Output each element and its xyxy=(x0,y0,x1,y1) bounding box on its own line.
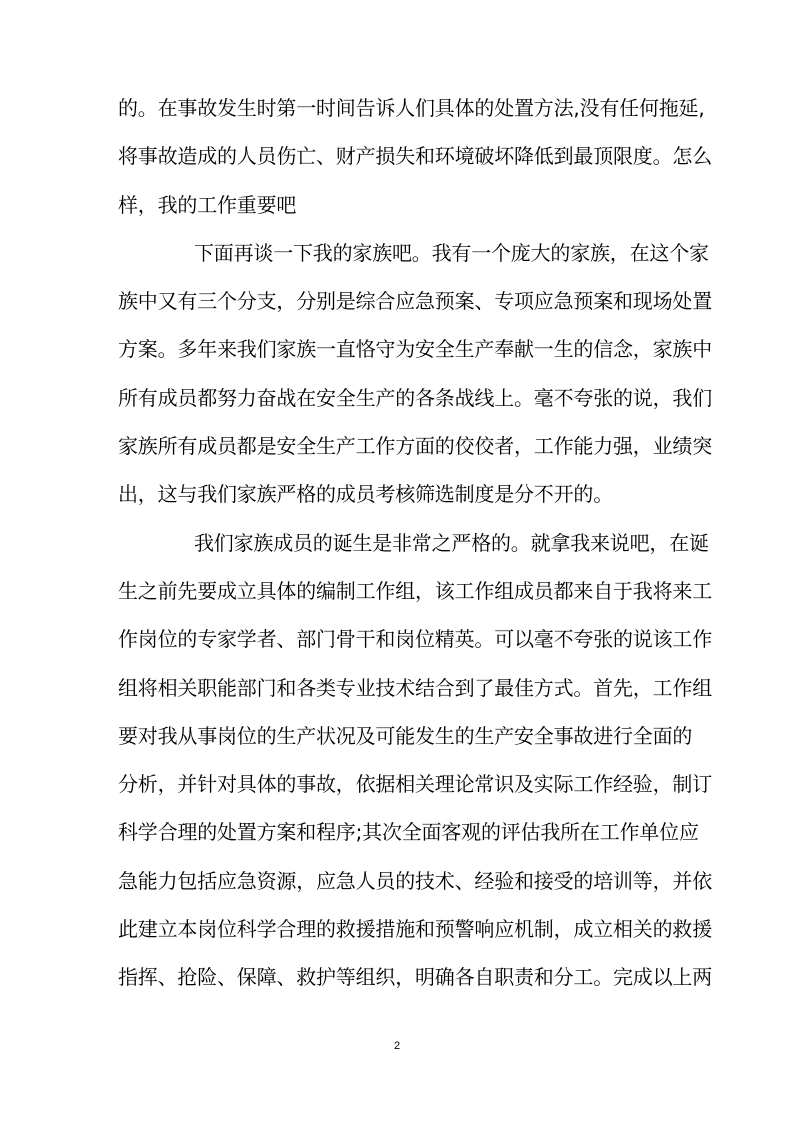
text-line: 要对我从事岗位的生产状况及可能发生的生产安全事故进行全面的 xyxy=(118,723,693,748)
text-line: 作岗位的专家学者、部门骨干和岗位精英。可以毫不夸张的说该工作 xyxy=(118,627,712,652)
body-text xyxy=(118,84,712,1002)
text-line: 此建立本岗位科学合理的救援措施和预警响应机制，成立相关的救援 xyxy=(118,917,712,942)
text-line: 下面再谈一下我的家族吧。我有一个庞大的家族，在这个家 xyxy=(194,240,709,265)
text-line: 家族所有成员都是安全生产工作方面的佼佼者，工作能力强，业绩突 xyxy=(118,434,712,459)
text-line: 急能力包括应急资源，应急人员的技术、经验和接受的培训等，并依 xyxy=(118,868,712,893)
text-line: 我们家族成员的诞生是非常之严格的。就拿我来说吧，在诞 xyxy=(194,530,709,555)
text-line: 组将相关职能部门和各类专业技术结合到了最佳方式。首先，工作组 xyxy=(118,675,712,700)
text-line: 将事故造成的人员伤亡、财产损失和环境破坏降低到最顶限度。怎么 xyxy=(118,144,712,169)
text-line: 科学合理的处置方案和程序;其次全面客观的评估我所在工作单位应 xyxy=(118,820,699,845)
text-line: 的。在事故发生时第一时间告诉人们具体的处置方法,没有任何拖延, xyxy=(118,96,705,120)
page-number: 2 xyxy=(393,1040,401,1052)
text-line: 族中又有三个分支，分别是综合应急预案、专项应急预案和现场处置 xyxy=(118,289,712,314)
text-line: 生之前先要成立具体的编制工作组，该工作组成员都来自于我将来工 xyxy=(118,578,712,603)
text-line: 所有成员都努力奋战在安全生产的各条战线上。毫不夸张的说，我们 xyxy=(118,385,712,410)
text-line: 分析，并针对具体的事故，依据相关理论常识及实际工作经验，制订 xyxy=(118,772,712,797)
text-line: 方案。多年来我们家族一直恪守为安全生产奉献一生的信念，家族中 xyxy=(118,337,712,362)
text-line: 指挥、抢险、保障、救护等组织，明确各自职责和分工。完成以上两 xyxy=(118,965,712,990)
text-line: 样，我的工作重要吧 xyxy=(118,192,297,217)
text-line: 出，这与我们家族严格的成员考核筛选制度是分不开的。 xyxy=(118,482,613,507)
